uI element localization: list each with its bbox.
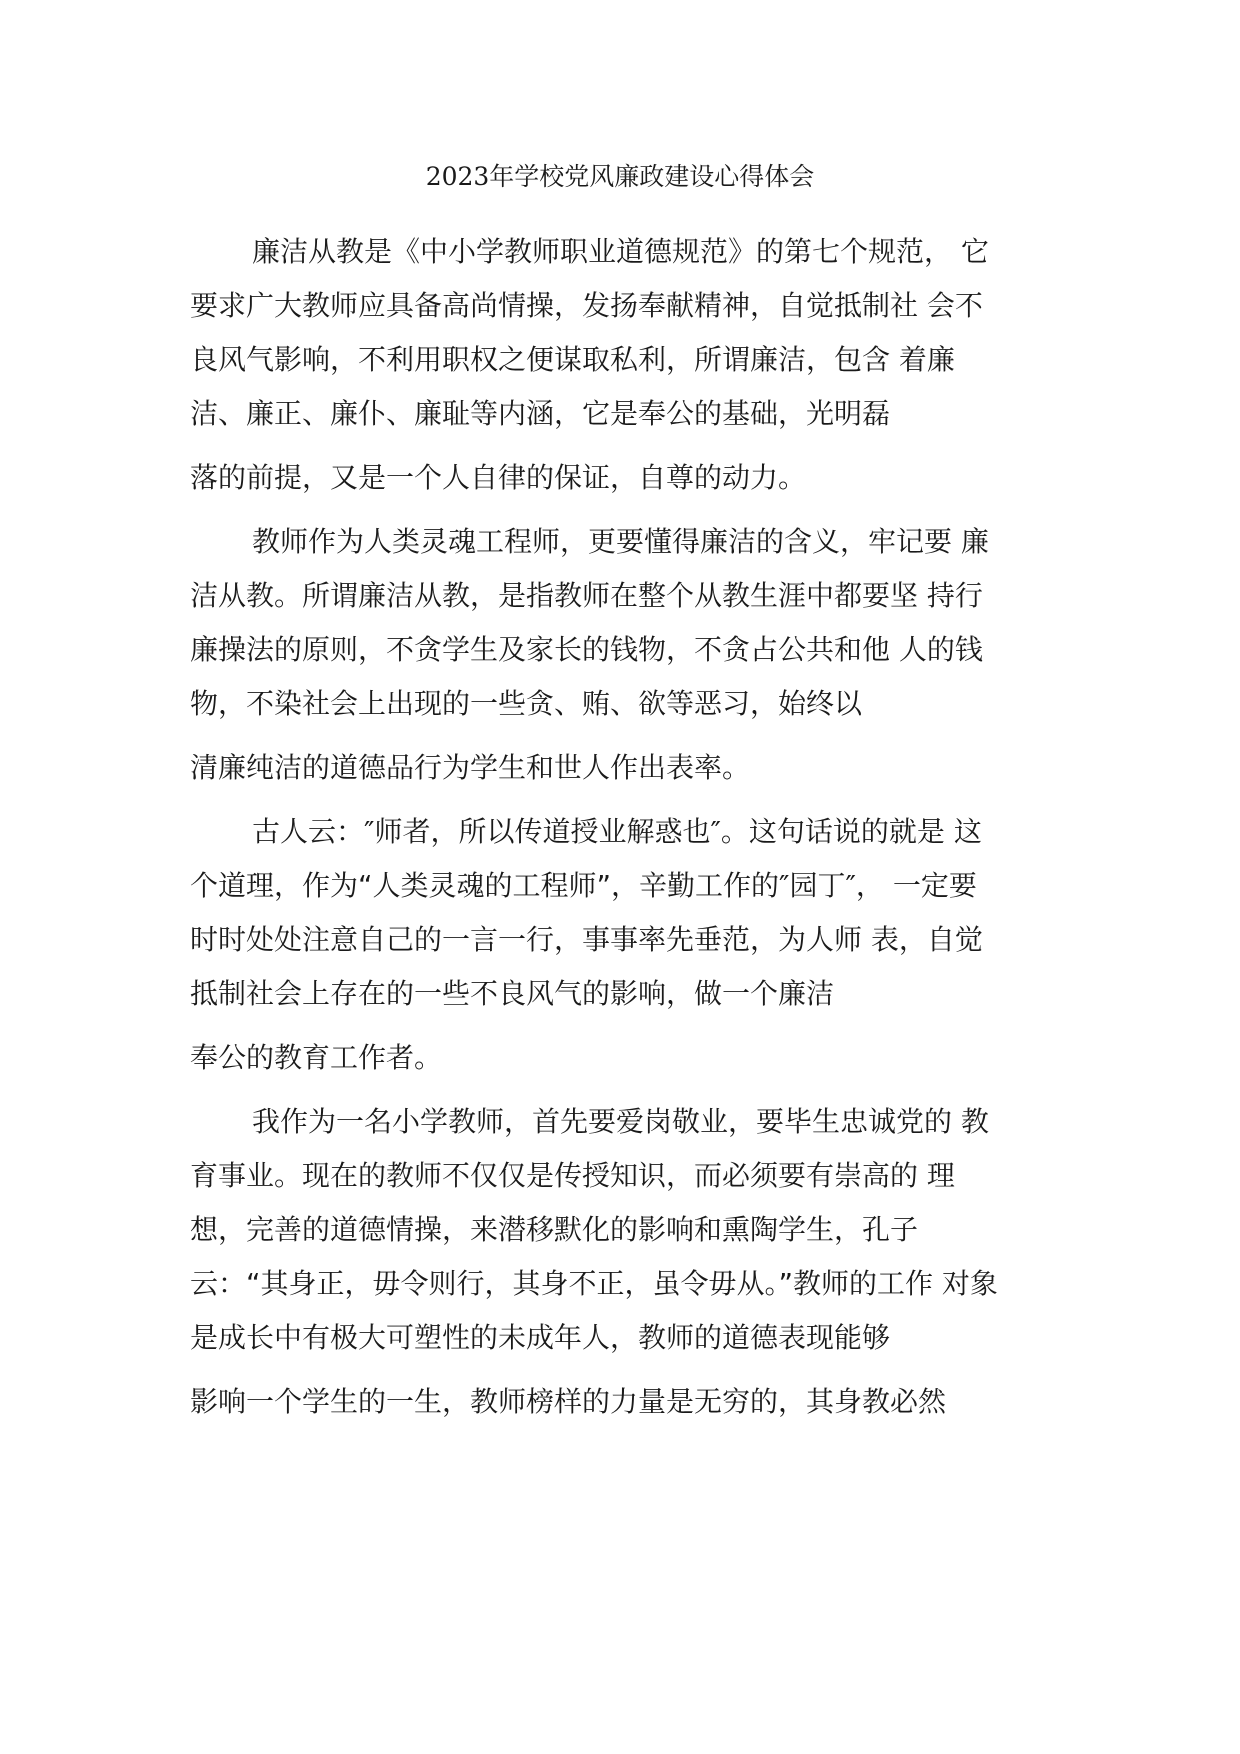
text-line: 是成长中有极大可塑性的未成年人，教师的道德表现能够: [190, 1321, 891, 1354]
text-line: 抵制社会上存在的一些不良风气的影响，做一个廉洁: [190, 977, 835, 1010]
text-line: 教师作为人类灵魂工程师，更要懂得廉洁的含义，牢记要 廉: [252, 525, 989, 558]
text-line: 影响一个学生的一生，教师榜样的力量是无穷的，其身教必然: [190, 1385, 947, 1418]
document-title: 2023年学校党风廉政建设心得体会: [425, 162, 815, 191]
text-line: 洁、廉正、廉仆、廉耻等内涵，它是奉公的基础，光明磊: [190, 397, 891, 430]
text-line: 要求广大教师应具备高尚情操，发扬奉献精神，自觉抵制社 会不: [190, 289, 983, 322]
text-line: 我作为一名小学教师，首先要爱岗敬业，要毕生忠诚党的 教: [252, 1105, 989, 1138]
text-line: 想，完善的道德情操，来潜移默化的影响和熏陶学生，孔子: [190, 1213, 919, 1246]
text-line: 良风气影响，不利用职权之便谋取私利，所谓廉洁，包含 着廉: [190, 343, 955, 376]
text-line: 清廉纯洁的道德品行为学生和世人作出表率。: [190, 751, 751, 784]
text-line: 洁从教。所谓廉洁从教，是指教师在整个从教生涯中都要坚 持行: [190, 579, 983, 612]
text-line: 古人云：″师者，所以传道授业解惑也″。这句话说的就是 这: [252, 815, 982, 848]
text-line: 物，不染社会上出现的一些贪、贿、欲等恶习，始终以: [190, 687, 863, 720]
text-line: 廉洁从教是《中小学教师职业道德规范》的第七个规范， 它: [252, 235, 989, 268]
text-line: 个道理，作为“人类灵魂的工程师”，辛勤工作的″园丁″， 一定要: [190, 869, 977, 902]
text-line: 落的前提，又是一个人自律的保证，自尊的动力。: [190, 461, 807, 494]
text-line: 奉公的教育工作者。: [190, 1041, 443, 1074]
text-line: 育事业。现在的教师不仅仅是传授知识，而必须要有崇高的 理: [190, 1159, 955, 1192]
text-line: 廉操法的原则，不贪学生及家长的钱物，不贪占公共和他 人的钱: [190, 633, 983, 666]
text-line: 云：“其身正，毋令则行，其身不正，虽令毋从。”教师的工作 对象: [190, 1267, 998, 1300]
text-line: 时时处处注意自己的一言一行，事事率先垂范，为人师 表，自觉: [190, 923, 983, 956]
